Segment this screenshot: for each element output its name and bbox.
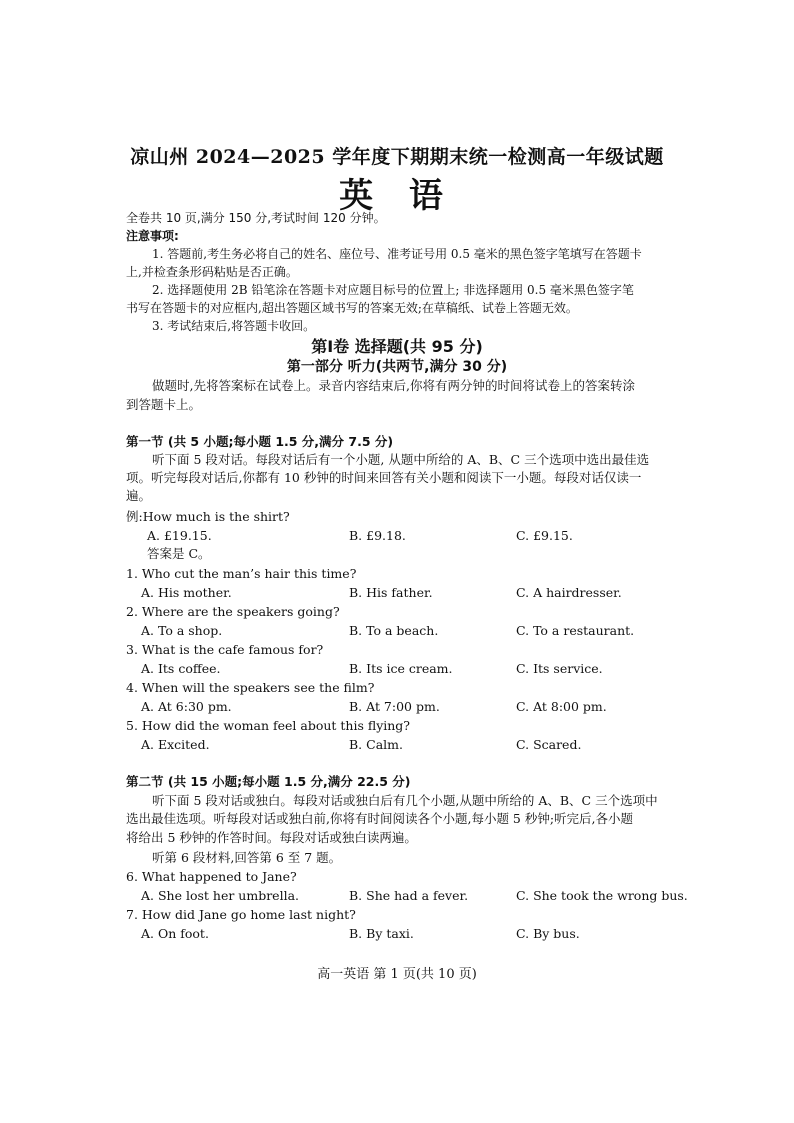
exam-title: 凉山州 2024—2025 学年度下期期末统一检测高一年级试题 bbox=[130, 146, 664, 168]
example-option-a: A. £19.15. bbox=[147, 528, 212, 543]
option-3a: A. Its coffee. bbox=[141, 661, 221, 676]
question-1: 1. Who cut the man’s hair this time? bbox=[126, 566, 357, 581]
notice-line: 2. 选择题使用 2B 铅笔涂在答题卡对应题目标号的位置上; 非选择题用 0.5 毫米黑色签字笔 bbox=[152, 283, 634, 297]
part-title: 第一部分 听力(共两节,满分 30 分) bbox=[286, 359, 508, 375]
option-5a: A. Excited. bbox=[141, 737, 210, 752]
question-2: 2. Where are the speakers going? bbox=[126, 604, 340, 619]
section1-instruction: 遍。 bbox=[126, 488, 152, 503]
option-2a: A. To a shop. bbox=[141, 623, 223, 638]
option-1a: A. His mother. bbox=[141, 585, 232, 600]
section2-instruction: 听下面 5 段对话或独白。每段对话或独白后有几个小题,从题中所给的 A、B、C 三个选项中 bbox=[152, 793, 658, 808]
option-6b: B. She had a fever. bbox=[349, 888, 469, 903]
option-6c: C. She took the wrong bus. bbox=[516, 888, 688, 903]
notice-line: 3. 考试结束后,将答题卡收回。 bbox=[152, 319, 316, 333]
option-1c: C. A hairdresser. bbox=[516, 585, 622, 600]
subject-title: 英 语 bbox=[339, 176, 455, 216]
section2-heading: 第二节 (共 15 小题;每小题 1.5 分,满分 22.5 分) bbox=[126, 774, 411, 789]
intro-line: 到答题卡上。 bbox=[126, 397, 202, 412]
example-option-b: B. £9.18. bbox=[349, 528, 406, 543]
notice-line: 上,并检查条形码粘贴是否正确。 bbox=[126, 265, 298, 279]
section2-instruction: 将给出 5 秒钟的作答时间。每段对话或独白读两遍。 bbox=[126, 830, 417, 845]
option-7a: A. On foot. bbox=[141, 926, 209, 941]
notice-label: 注意事项: bbox=[126, 229, 179, 243]
option-1b: B. His father. bbox=[349, 585, 433, 600]
option-4c: C. At 8:00 pm. bbox=[516, 699, 607, 714]
example-question: 例:How much is the shirt? bbox=[126, 509, 290, 524]
section2-material: 听第 6 段材料,回答第 6 至 7 题。 bbox=[152, 850, 342, 865]
option-2b: B. To a beach. bbox=[349, 623, 439, 638]
option-3b: B. Its ice cream. bbox=[349, 661, 453, 676]
option-5b: B. Calm. bbox=[349, 737, 403, 752]
page-footer: 高一英语 第 1 页(共 10 页) bbox=[317, 967, 477, 982]
section1-heading: 第一节 (共 5 小题;每小题 1.5 分,满分 7.5 分) bbox=[126, 434, 394, 449]
example-option-c: C. £9.15. bbox=[516, 528, 573, 543]
question-7: 7. How did Jane go home last night? bbox=[126, 907, 356, 922]
option-3c: C. Its service. bbox=[516, 661, 603, 676]
option-7b: B. By taxi. bbox=[349, 926, 414, 941]
question-3: 3. What is the cafe famous for? bbox=[126, 642, 324, 657]
notice-line: 1. 答题前,考生务必将自己的姓名、座位号、准考证号用 0.5 毫米的黑色签字笔填写在答题卡 bbox=[152, 247, 642, 261]
section1-instruction: 项。听完每段对话后,你都有 10 秒钟的时间来回答有关小题和阅读下一小题。每段对话仅读一 bbox=[126, 470, 642, 485]
exam-summary: 全卷共 10 页,满分 150 分,考试时间 120 分钟。 bbox=[126, 211, 386, 225]
option-4b: B. At 7:00 pm. bbox=[349, 699, 440, 714]
question-4: 4. When will the speakers see the film? bbox=[126, 680, 375, 695]
option-7c: C. By bus. bbox=[516, 926, 580, 941]
question-5: 5. How did the woman feel about this flying? bbox=[126, 718, 411, 733]
section1-instruction: 听下面 5 段对话。每段对话后有一个小题, 从题中所给的 A、B、C 三个选项中选出最佳选 bbox=[152, 452, 650, 467]
option-4a: A. At 6:30 pm. bbox=[141, 699, 232, 714]
example-answer: 答案是 C。 bbox=[147, 546, 211, 561]
section2-instruction: 选出最佳选项。听每段对话或独白前,你将有时间阅读各个小题,每小题 5 秒钟;听完后,各小题 bbox=[126, 811, 634, 826]
volume-title: 第Ⅰ卷 选择题(共 95 分) bbox=[311, 337, 483, 356]
intro-line: 做题时,先将答案标在试卷上。录音内容结束后,你将有两分钟的时间将试卷上的答案转涂 bbox=[152, 378, 635, 393]
notice-line: 书写在答题卡的对应框内,超出答题区域书写的答案无效;在草稿纸、试卷上答题无效。 bbox=[126, 301, 578, 315]
option-2c: C. To a restaurant. bbox=[516, 623, 635, 638]
option-6a: A. She lost her umbrella. bbox=[141, 888, 299, 903]
question-6: 6. What happened to Jane? bbox=[126, 869, 297, 884]
option-5c: C. Scared. bbox=[516, 737, 582, 752]
